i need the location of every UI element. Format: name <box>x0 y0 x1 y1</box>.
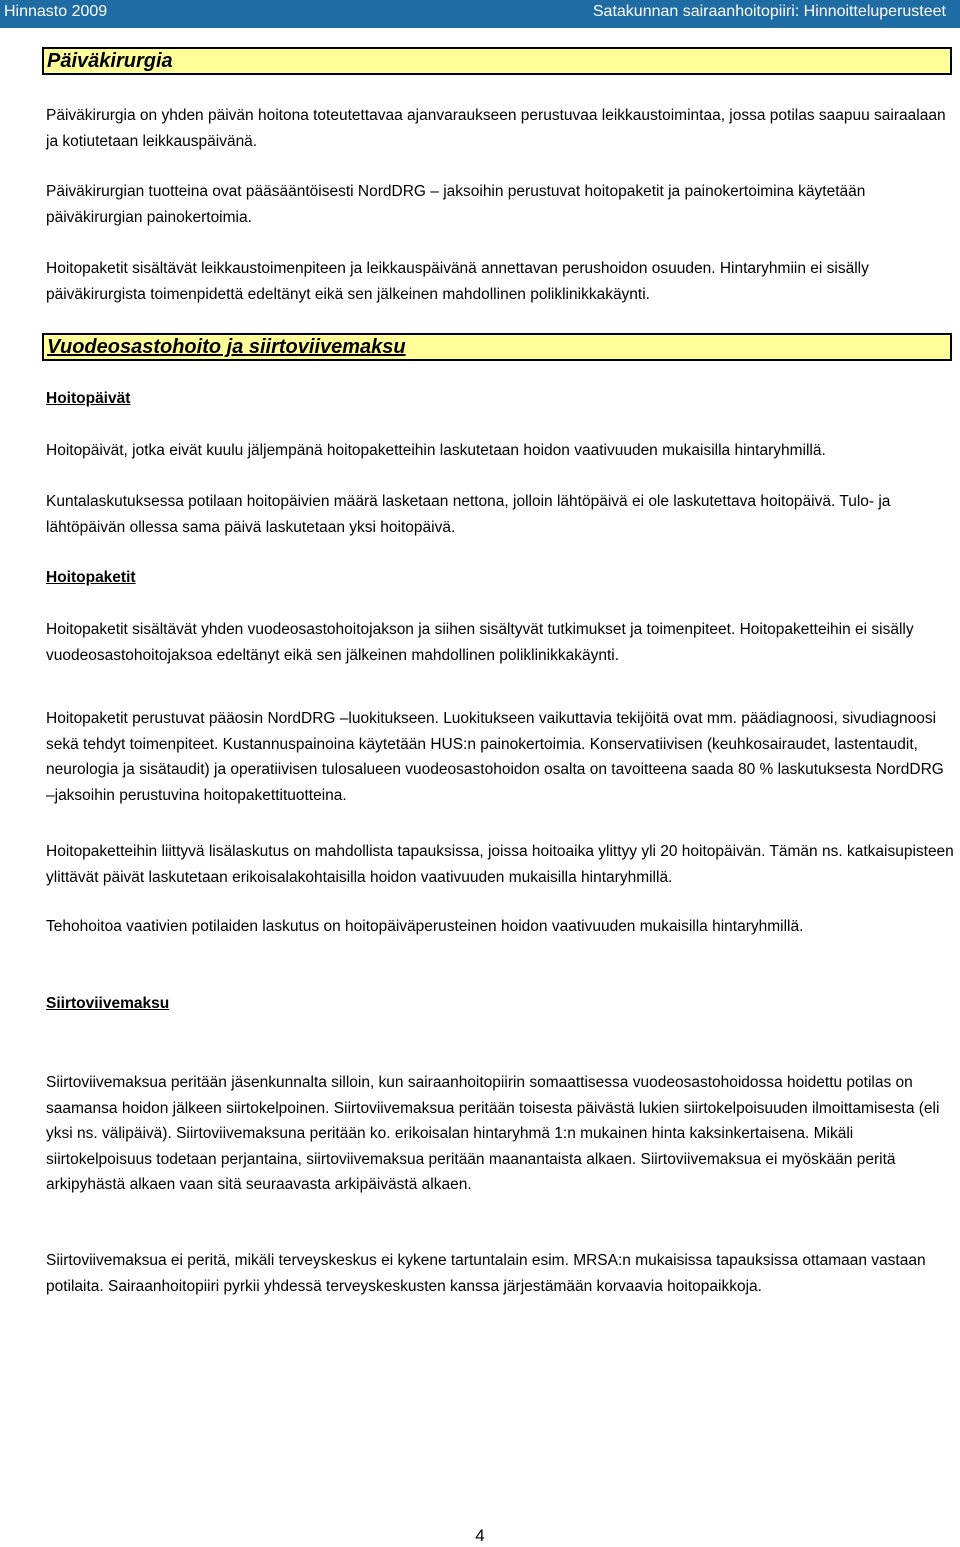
paragraph: Päiväkirurgian tuotteina ovat pääsääntöisesti NordDRG – jaksoihin perustuvat hoitopaketit ja painokertoimina käytetään päiväkirurgian painokertoimia. <box>46 183 866 226</box>
section-heading-vuodeosastohoito <box>42 333 952 361</box>
section-heading-text: Päiväkirurgia <box>47 50 173 72</box>
section-heading-text: Vuodeosastohoito ja siirtoviivemaksu <box>47 336 406 358</box>
page-header <box>0 0 960 28</box>
header-right-title: Satakunnan sairaanhoitopiiri: Hinnoitteluperusteet <box>592 3 946 20</box>
subheading-hoitopaketit: Hoitopaketit <box>46 569 136 586</box>
header-left-title: Hinnasto 2009 <box>4 3 108 20</box>
paragraph: Hoitopaketit perustuvat pääosin NordDRG –luokitukseen. Luokitukseen vaikuttavia tekijöitä ovat mm. päädiagnoosi, sivudiagnoosi sekä tehdyt toimenpiteet. Kustannuspainoina käytetään HUS:n painokertoimia. Konservatiivisen (keuhkosairaudet, lastentaudit, neurologia ja sisätaudit) ja operatiivisen tulosalueen vuodeosastohoidon osalta on tavoitteena saada 80 % laskutuksesta NordDRG –jaksoihin perustuvina hoitopakettituotteina. <box>46 710 944 804</box>
paragraph: Hoitopaketit sisältävät leikkaustoimenpiteen ja leikkauspäivänä annettavan perushoidon osuuden. Hintaryhmiin ei sisälly päiväkirurgista toimenpidettä edeltänyt eikä sen jälkeinen mahdollinen poliklinikkakäynti. <box>46 260 869 303</box>
paragraph: Kuntalaskutuksessa potilaan hoitopäivien määrä lasketaan nettona, jolloin lähtöpäivä ei ole laskutettava hoitopäivä. Tulo- ja lähtöpäivän ollessa sama päivä laskutetaan yksi hoitopäivä. <box>46 493 891 536</box>
paragraph: Siirtoviivemaksua peritään jäsenkunnalta silloin, kun sairaanhoitopiirin somaattisessa vuodeosastohoidossa hoidettu potilas on saamansa hoidon jälkeen siirtokelpoinen. Siirtoviivemaksua peritään toisesta päivästä lukien siirtokelpoisuuden ilmoittamisesta (eli yksi ns. välipäivä). Siirtoviivemaksuna peritään ko. erikoisalan hintaryhmä 1:n mukainen hinta kaksinkertaisena. Mikäli siirtokelpoisuus todetaan perjantaina, siirtoviivemaksua peritään maanantaista alkaen. Siirtoviivemaksua ei myöskään peritä arkipyhästä alkaen vaan sitä seuraavasta arkipäivästä alkaen. <box>46 1074 940 1194</box>
paragraph: Hoitopaketteihin liittyvä lisälaskutus on mahdollista tapauksissa, joissa hoitoaika ylittyy yli 20 hoitopäivän. Tämän ns. katkaisupisteen ylittävät päivät laskutetaan erikoisalakohtaisilla hoidon vaativuuden mukaisilla hintaryhmillä. <box>46 843 954 886</box>
paragraph: Hoitopäivät, jotka eivät kuulu jäljempänä hoitopaketteihin laskutetaan hoidon vaativuuden mukaisilla hintaryhmillä. <box>46 442 826 459</box>
subheading-siirtoviivemaksu: Siirtoviivemaksu <box>46 995 170 1012</box>
subheading-hoitopaivat: Hoitopäivät <box>46 390 131 407</box>
section-heading-paivakirurgia <box>42 47 952 75</box>
paragraph: Päiväkirurgia on yhden päivän hoitona toteutettavaa ajanvaraukseen perustuvaa leikkaustoimintaa, jossa potilas saapuu sairaalaan ja kotiutetaan leikkauspäivänä. <box>46 107 946 150</box>
page-number: 4 <box>475 1526 485 1545</box>
paragraph: Siirtoviivemaksua ei peritä, mikäli terveyskeskus ei kykene tartuntalain esim. MRSA:n mukaisissa tapauksissa ottamaan vastaan potilaita. Sairaanhoitopiiri pyrkii yhdessä terveyskeskusten kanssa järjestämään korvaavia hoitopaikkoja. <box>46 1252 926 1295</box>
paragraph: Hoitopaketit sisältävät yhden vuodeosastohoitojakson ja siihen sisältyvät tutkimukset ja toimenpiteet. Hoitopaketteihin ei sisälly vuodeosastohoitojaksoa edeltänyt eikä sen jälkeinen mahdollinen poliklinikkakäynti. <box>46 621 914 664</box>
paragraph: Tehohoitoa vaativien potilaiden laskutus on hoitopäiväperusteinen hoidon vaativuuden mukaisilla hintaryhmillä. <box>46 918 804 935</box>
